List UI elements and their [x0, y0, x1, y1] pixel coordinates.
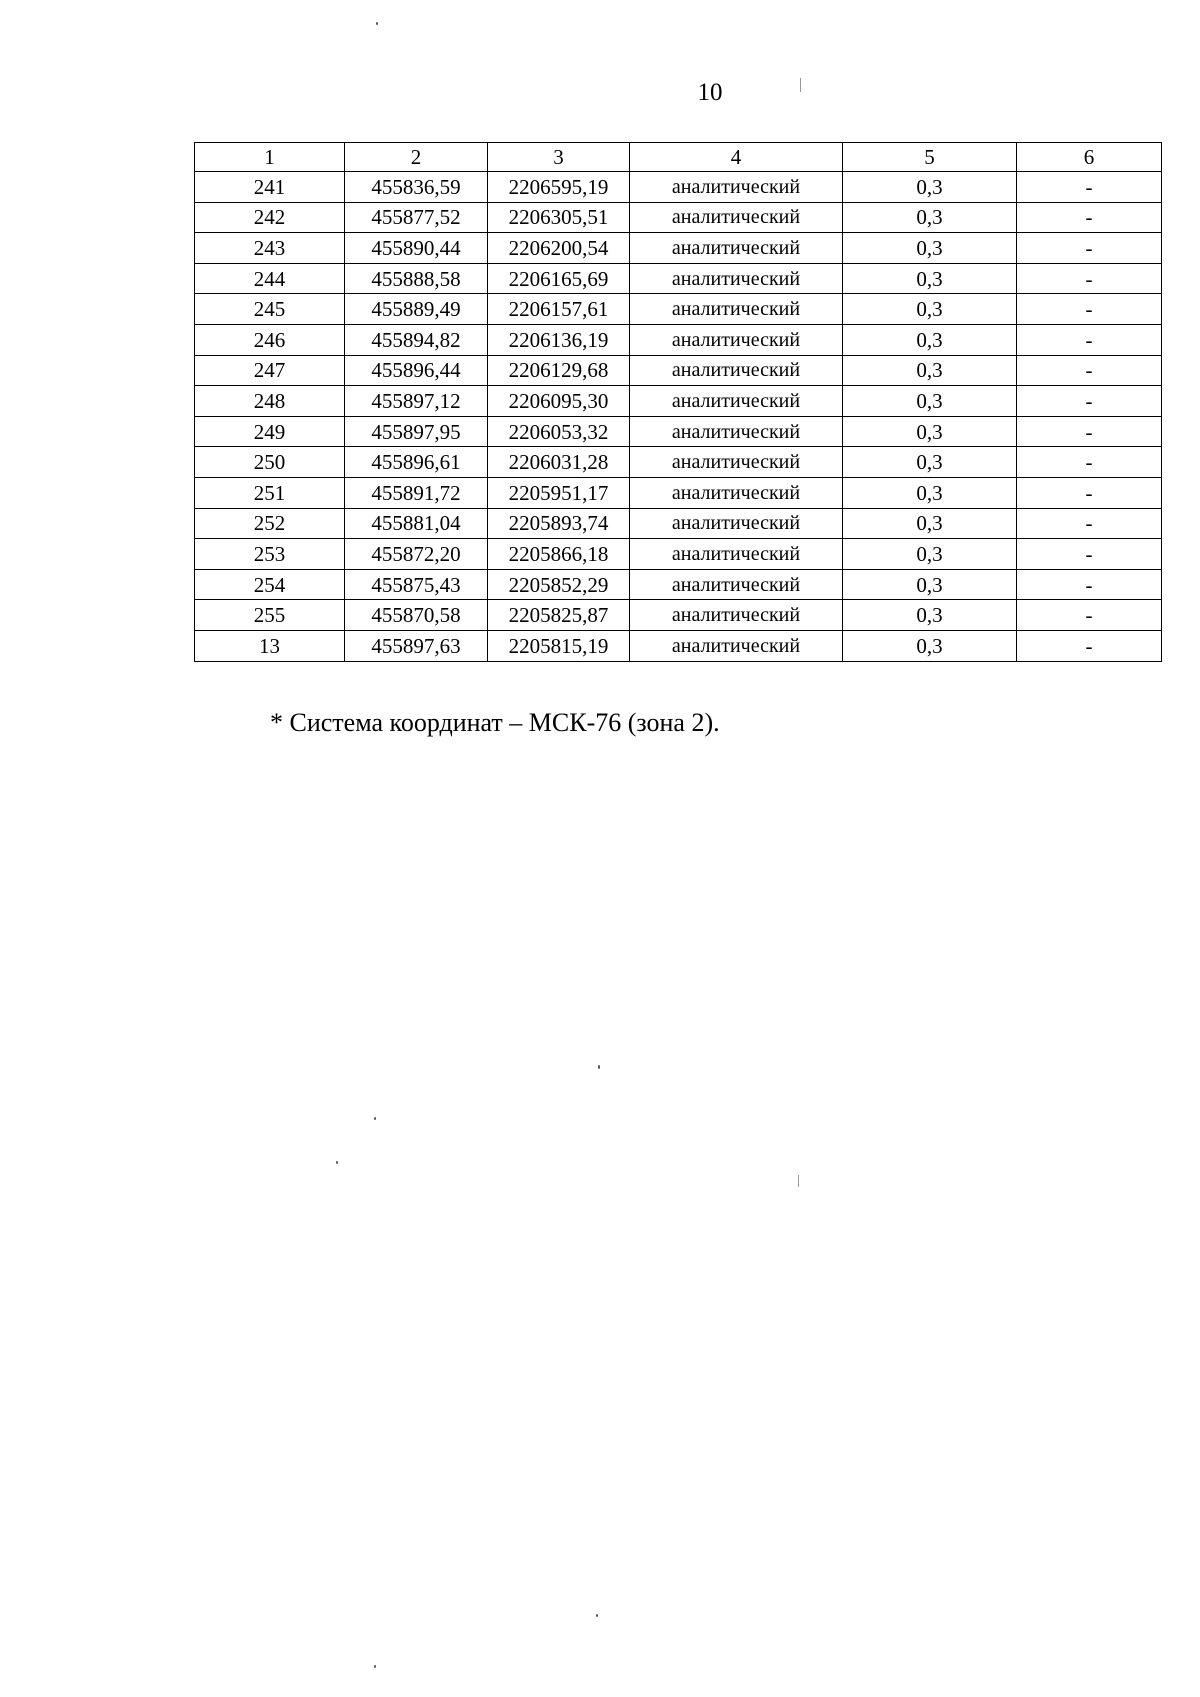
header-cell-3: 3	[488, 143, 630, 172]
point-number-cell: 252	[195, 508, 345, 539]
point-number-cell: 243	[195, 233, 345, 264]
coordinates-table	[194, 142, 1162, 662]
x-coordinate-cell: 455881,04	[345, 508, 488, 539]
table-row	[195, 477, 1162, 508]
y-coordinate-cell: 2205866,18	[488, 539, 630, 570]
point-number-cell: 255	[195, 600, 345, 631]
y-coordinate-cell: 2205951,17	[488, 477, 630, 508]
table-row	[195, 324, 1162, 355]
table-row	[195, 508, 1162, 539]
accuracy-cell: 0,3	[843, 263, 1017, 294]
method-cell: аналитический	[630, 355, 843, 386]
point-number-cell: 251	[195, 477, 345, 508]
point-number-cell: 250	[195, 447, 345, 478]
table-row	[195, 416, 1162, 447]
scan-speck	[336, 1161, 338, 1164]
x-coordinate-cell: 455889,49	[345, 294, 488, 325]
y-coordinate-cell: 2206129,68	[488, 355, 630, 386]
table-row	[195, 233, 1162, 264]
accuracy-cell: 0,3	[843, 569, 1017, 600]
y-coordinate-cell: 2205893,74	[488, 508, 630, 539]
description-cell: -	[1017, 447, 1162, 478]
description-cell: -	[1017, 477, 1162, 508]
y-coordinate-cell: 2206165,69	[488, 263, 630, 294]
point-number-cell: 246	[195, 324, 345, 355]
y-coordinate-cell: 2205825,87	[488, 600, 630, 631]
table-row	[195, 355, 1162, 386]
description-cell: -	[1017, 202, 1162, 233]
accuracy-cell: 0,3	[843, 202, 1017, 233]
method-cell: аналитический	[630, 172, 843, 203]
scan-speck	[800, 78, 801, 92]
x-coordinate-cell: 455870,58	[345, 600, 488, 631]
description-cell: -	[1017, 508, 1162, 539]
x-coordinate-cell: 455891,72	[345, 477, 488, 508]
table-row	[195, 172, 1162, 203]
y-coordinate-cell: 2206053,32	[488, 416, 630, 447]
accuracy-cell: 0,3	[843, 416, 1017, 447]
description-cell: -	[1017, 172, 1162, 203]
point-number-cell: 245	[195, 294, 345, 325]
method-cell: аналитический	[630, 202, 843, 233]
header-cell-6: 6	[1017, 143, 1162, 172]
accuracy-cell: 0,3	[843, 477, 1017, 508]
x-coordinate-cell: 455890,44	[345, 233, 488, 264]
point-number-cell: 247	[195, 355, 345, 386]
description-cell: -	[1017, 539, 1162, 570]
accuracy-cell: 0,3	[843, 324, 1017, 355]
point-number-cell: 244	[195, 263, 345, 294]
point-number-cell: 13	[195, 630, 345, 661]
method-cell: аналитический	[630, 386, 843, 417]
description-cell: -	[1017, 233, 1162, 264]
method-cell: аналитический	[630, 324, 843, 355]
y-coordinate-cell: 2206095,30	[488, 386, 630, 417]
method-cell: аналитический	[630, 539, 843, 570]
accuracy-cell: 0,3	[843, 447, 1017, 478]
y-coordinate-cell: 2206031,28	[488, 447, 630, 478]
table-body	[195, 172, 1162, 662]
method-cell: аналитический	[630, 233, 843, 264]
description-cell: -	[1017, 324, 1162, 355]
x-coordinate-cell: 455877,52	[345, 202, 488, 233]
x-coordinate-cell: 455836,59	[345, 172, 488, 203]
accuracy-cell: 0,3	[843, 172, 1017, 203]
method-cell: аналитический	[630, 600, 843, 631]
y-coordinate-cell: 2206305,51	[488, 202, 630, 233]
y-coordinate-cell: 2206136,19	[488, 324, 630, 355]
description-cell: -	[1017, 386, 1162, 417]
description-cell: -	[1017, 569, 1162, 600]
description-cell: -	[1017, 294, 1162, 325]
point-number-cell: 254	[195, 569, 345, 600]
y-coordinate-cell: 2206595,19	[488, 172, 630, 203]
y-coordinate-cell: 2205815,19	[488, 630, 630, 661]
coordinate-system-footnote: * Система координат – МСК-76 (зона 2).	[270, 708, 720, 737]
point-number-cell: 248	[195, 386, 345, 417]
accuracy-cell: 0,3	[843, 630, 1017, 661]
table-row	[195, 600, 1162, 631]
accuracy-cell: 0,3	[843, 386, 1017, 417]
header-cell-1: 1	[195, 143, 345, 172]
table-row	[195, 630, 1162, 661]
x-coordinate-cell: 455896,44	[345, 355, 488, 386]
y-coordinate-cell: 2206200,54	[488, 233, 630, 264]
accuracy-cell: 0,3	[843, 294, 1017, 325]
description-cell: -	[1017, 630, 1162, 661]
description-cell: -	[1017, 416, 1162, 447]
table-row	[195, 202, 1162, 233]
table-row	[195, 539, 1162, 570]
table-row	[195, 569, 1162, 600]
table-header	[195, 143, 1162, 172]
scan-speck	[376, 22, 378, 25]
header-cell-5: 5	[843, 143, 1017, 172]
x-coordinate-cell: 455875,43	[345, 569, 488, 600]
method-cell: аналитический	[630, 263, 843, 294]
point-number-cell: 249	[195, 416, 345, 447]
x-coordinate-cell: 455897,95	[345, 416, 488, 447]
method-cell: аналитический	[630, 569, 843, 600]
description-cell: -	[1017, 600, 1162, 631]
description-cell: -	[1017, 355, 1162, 386]
accuracy-cell: 0,3	[843, 539, 1017, 570]
scan-speck	[596, 1614, 598, 1617]
x-coordinate-cell: 455894,82	[345, 324, 488, 355]
x-coordinate-cell: 455872,20	[345, 539, 488, 570]
scan-speck	[374, 1665, 376, 1668]
scan-speck	[374, 1117, 376, 1120]
page-number: 10	[697, 79, 723, 106]
method-cell: аналитический	[630, 294, 843, 325]
scan-speck	[598, 1065, 600, 1069]
x-coordinate-cell: 455897,12	[345, 386, 488, 417]
x-coordinate-cell: 455896,61	[345, 447, 488, 478]
method-cell: аналитический	[630, 630, 843, 661]
table-row	[195, 294, 1162, 325]
header-cell-4: 4	[630, 143, 843, 172]
method-cell: аналитический	[630, 477, 843, 508]
scan-speck	[798, 1175, 799, 1187]
x-coordinate-cell: 455888,58	[345, 263, 488, 294]
point-number-cell: 253	[195, 539, 345, 570]
accuracy-cell: 0,3	[843, 600, 1017, 631]
description-cell: -	[1017, 263, 1162, 294]
method-cell: аналитический	[630, 416, 843, 447]
table-row	[195, 386, 1162, 417]
x-coordinate-cell: 455897,63	[345, 630, 488, 661]
y-coordinate-cell: 2206157,61	[488, 294, 630, 325]
method-cell: аналитический	[630, 508, 843, 539]
header-cell-2: 2	[345, 143, 488, 172]
accuracy-cell: 0,3	[843, 233, 1017, 264]
accuracy-cell: 0,3	[843, 355, 1017, 386]
point-number-cell: 241	[195, 172, 345, 203]
table-row	[195, 447, 1162, 478]
y-coordinate-cell: 2205852,29	[488, 569, 630, 600]
method-cell: аналитический	[630, 447, 843, 478]
table-row	[195, 263, 1162, 294]
point-number-cell: 242	[195, 202, 345, 233]
table-header-row	[195, 143, 1162, 172]
accuracy-cell: 0,3	[843, 508, 1017, 539]
